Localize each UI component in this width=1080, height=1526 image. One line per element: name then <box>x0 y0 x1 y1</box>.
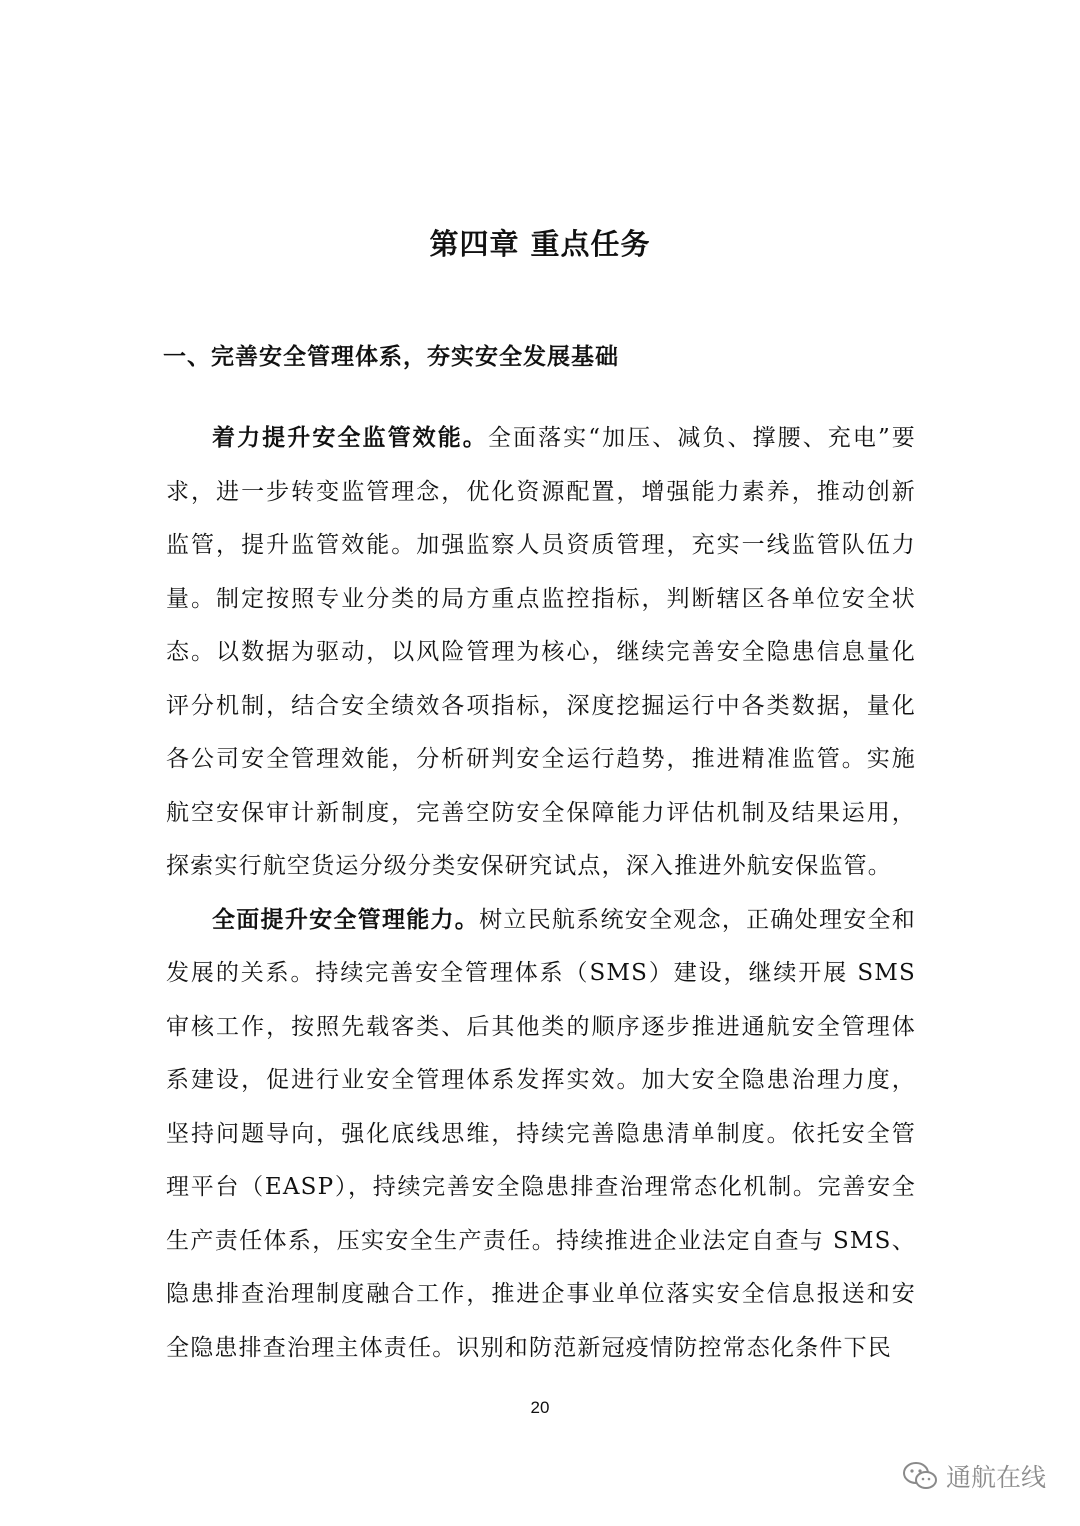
page-number: 20 <box>530 1398 550 1417</box>
body-text <box>166 412 916 1375</box>
watermark <box>902 1458 1046 1494</box>
paragraph-text: 全面落实“加压、减负、撑腰、充电”要求，进一步转变监管理念，优化资源配置，增强能力素养，推动创新监管，提升监管效能。加强监察人员资质管理，充实一线监管队伍力量。制定按照专业分类的局方重点监控指标，判断辖区各单位安全状态。以数据为驱动，以风险管理为核心，继续完善安全隐患信息量化评分机制，结合安全绩效各项指标，深度挖掘运行中各类数据，量化各公司安全管理效能，分析研判安全运行趋势，推进精准监管。实施航空安保审计新制度，完善空防安全保障能力评估机制及结果运用，探索实行航空货运分级分类安保研究试点，深入推进外航安保监管。 <box>166 425 917 879</box>
paragraph-lead: 着力提升安全监管效能。 <box>212 425 488 451</box>
watermark-text: 通航在线 <box>945 1463 1046 1492</box>
paragraph-text: 树立民航系统安全观念，正确处理安全和发展的关系。持续完善安全管理体系（SMS）建设，继续开展 SMS 审核工作，按照先载客类、后其他类的顺序逐步推进通航安全管理体系建设，促进行业安全管理体系发挥实效。加大安全隐患治理力度，坚持问题导向，强化底线思维，持续完善隐患清单制度。依托安全管理平台（EASP），持续完善安全隐患排查治理常态化机制。完善安全生产责任体系，压实安全生产责任。持续推进企业法定自查与 SMS、隐患排查治理制度融合工作，推进企事业单位落实安全信息报送和安全隐患排查治理主体责任。识别和防范新冠疫情防控常态化条件下民 <box>166 906 916 1361</box>
paragraph-management <box>166 894 916 1376</box>
paragraph-lead: 全面提升安全管理能力。 <box>212 906 480 933</box>
section-heading: 一、完善安全管理体系，夯实安全发展基础 <box>163 344 619 370</box>
paragraph-supervision <box>166 412 916 894</box>
wechat-icon <box>902 1461 938 1491</box>
chapter-title: 第四章 重点任务 <box>429 227 651 261</box>
